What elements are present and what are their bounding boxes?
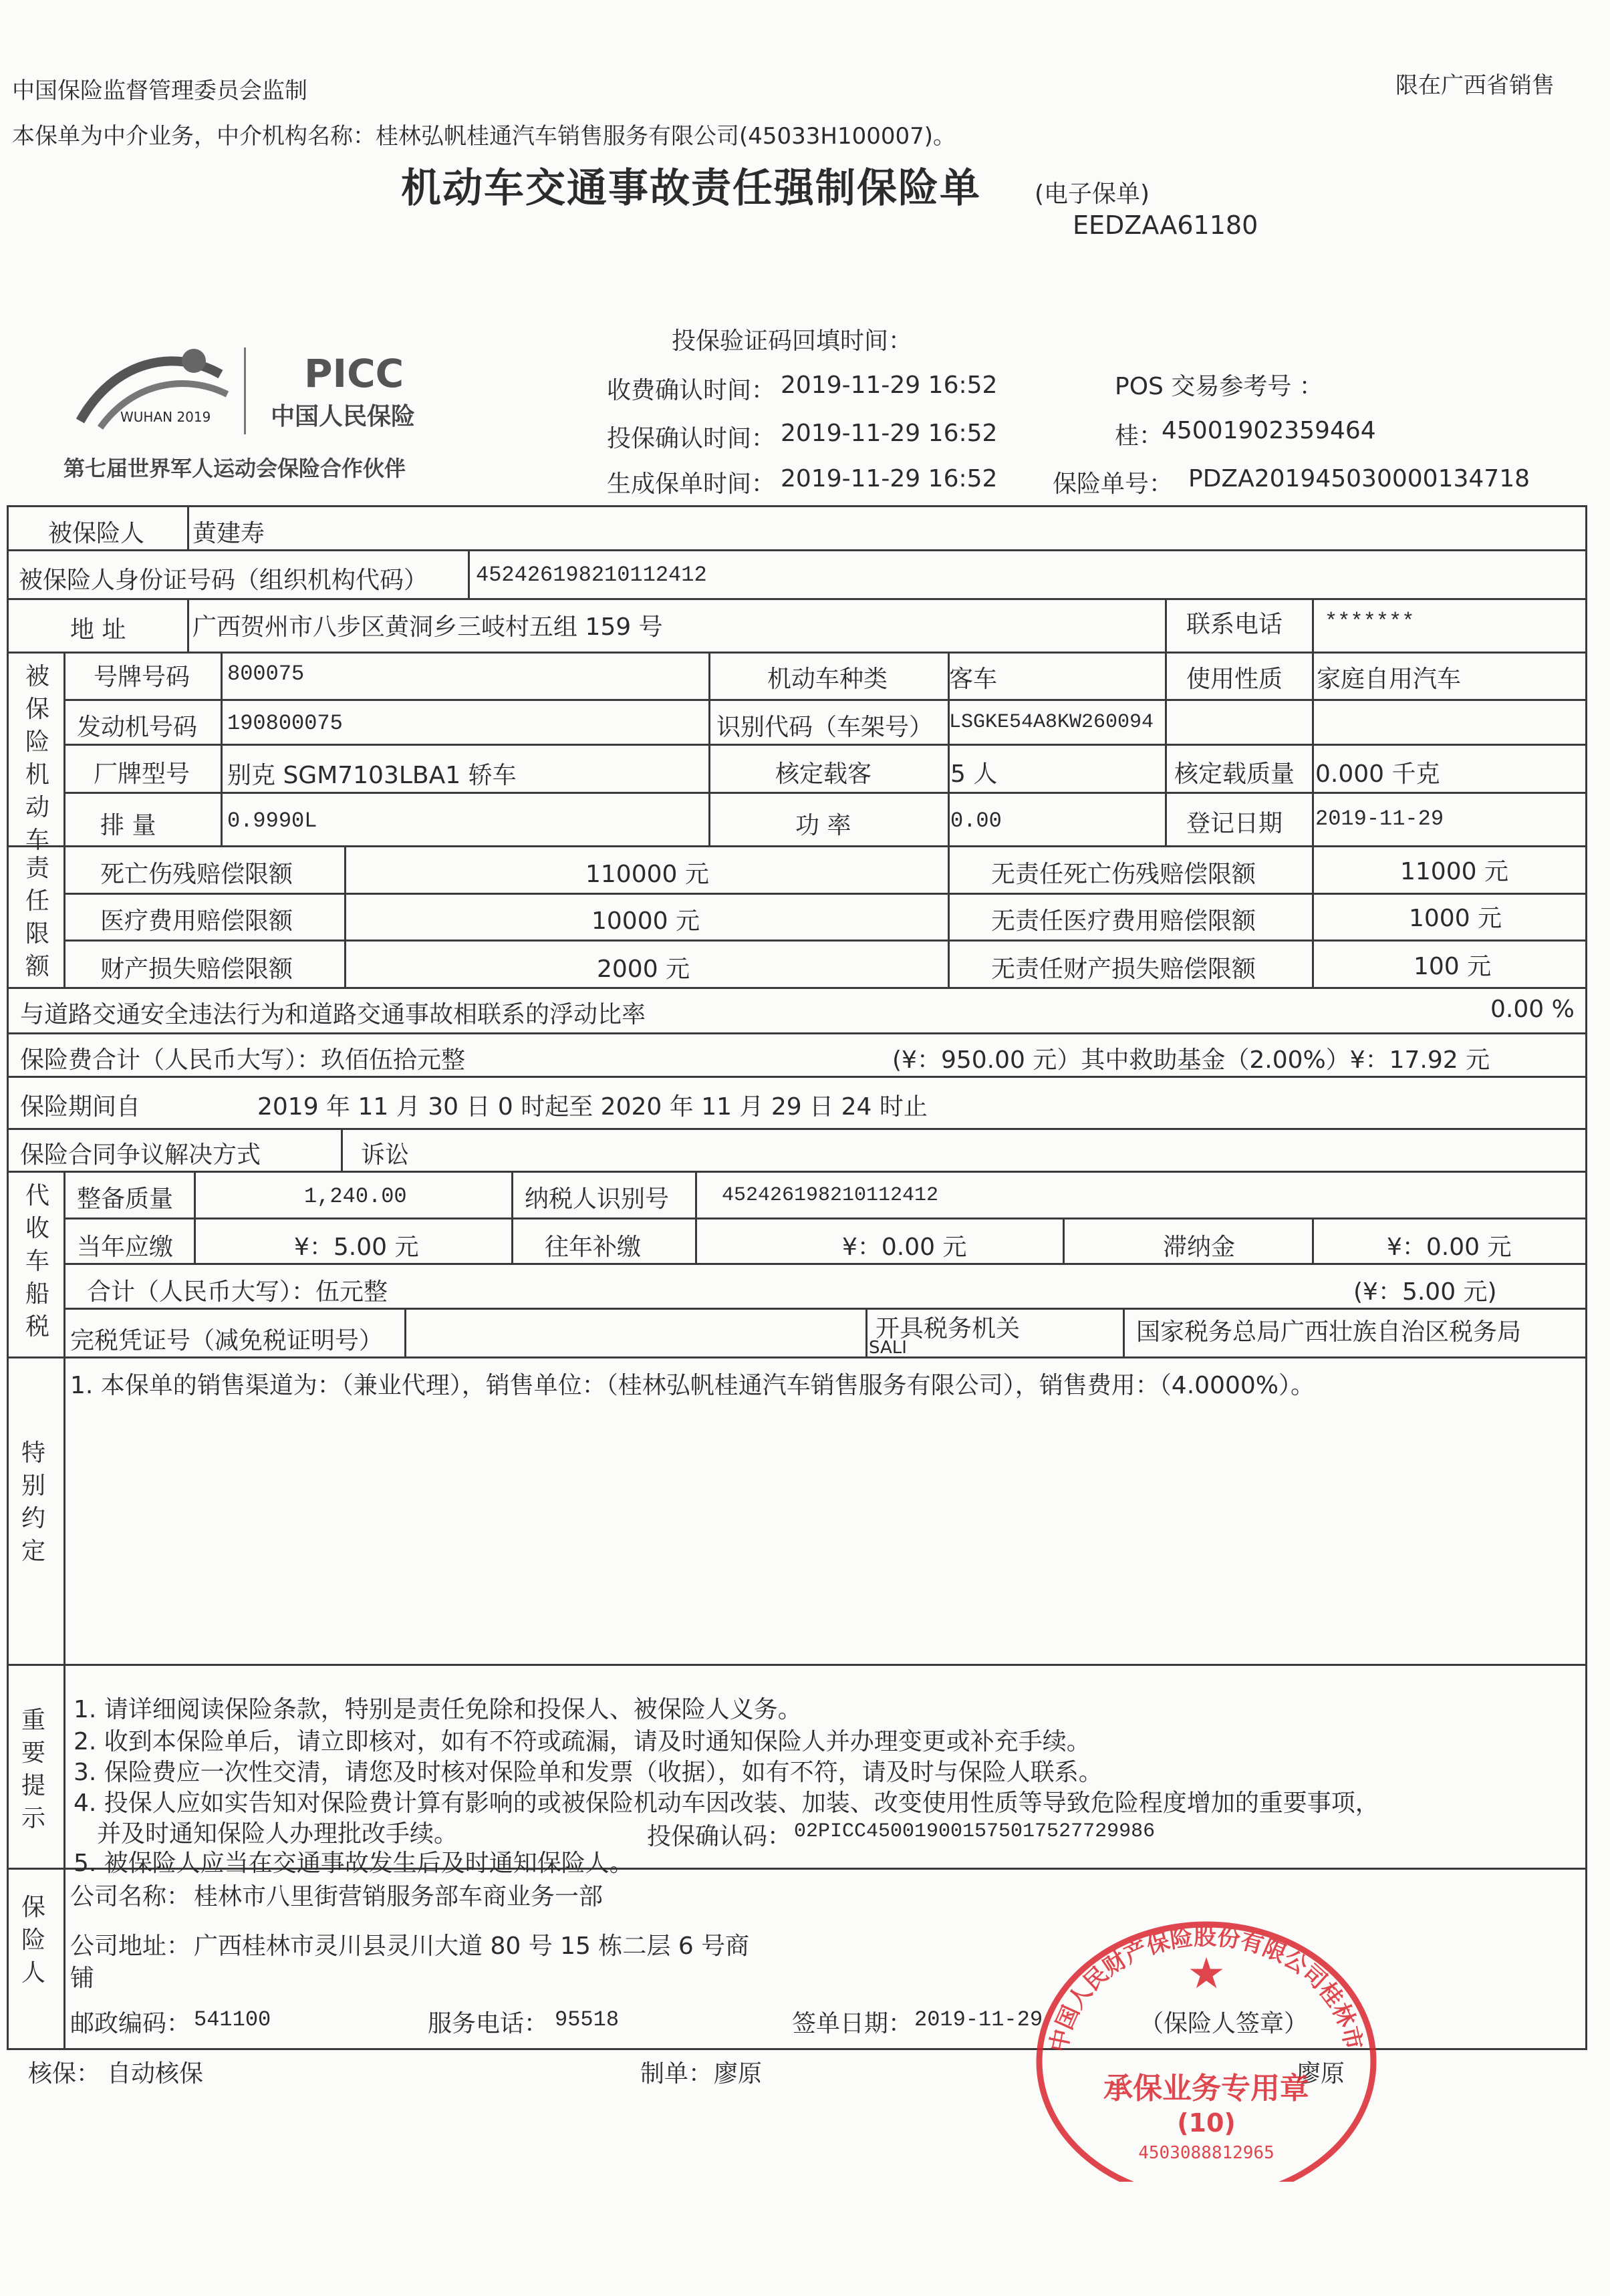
liability-row-label: 死亡伤残赔偿限额 (100, 861, 293, 888)
apply-time-value: 2019-11-29 16:52 (781, 420, 998, 447)
maker-value: 廖原 (714, 2060, 763, 2088)
liability-nf-value: 100 元 (1414, 953, 1492, 980)
stamp-ring-text: 中国人民财产保险股份有限公司桂林市 (1045, 1923, 1367, 2055)
liability-nf-value: 1000 元 (1409, 905, 1502, 932)
displacement-label: 排 量 (100, 812, 156, 839)
tax-total-label: 合计（人民币大写）：伍元整 (87, 1278, 388, 1306)
tax-total-value: (¥：5.00 元) (1353, 1278, 1497, 1306)
payment-time-label: 收费确认时间： (607, 377, 776, 404)
special-section-label: 特别约定 (21, 1439, 45, 1565)
service-tel-label: 服务电话： (428, 2010, 549, 2037)
stamp-number: (10) (1177, 2108, 1236, 2138)
seal-label: （保险人签章） (1139, 2010, 1309, 2037)
policy-number-label: 保险单号： (1053, 470, 1174, 498)
liability-nf-label: 无责任医疗费用赔偿限额 (991, 907, 1256, 935)
use-value: 家庭自用汽车 (1317, 666, 1462, 693)
liability-nf-label: 无责任死亡伤残赔偿限额 (991, 861, 1256, 888)
taxpayer-id-label: 纳税人识别号 (525, 1185, 670, 1213)
company-name-value: 桂林市八里街营销服务部车商业务一部 (194, 1883, 603, 1910)
seats-value: 5 人 (950, 760, 998, 788)
star-icon: ★ (1187, 1949, 1226, 1999)
gui-label: 桂： (1115, 422, 1164, 450)
period-value: 2019 年 11 月 30 日 0 时起至 2020 年 11 月 29 日 24 时止 (257, 1093, 928, 1121)
confirm-code-value: 02PICC450019001575017527729986 (794, 1820, 1156, 1843)
vin-label: 识别代码（车架号） (716, 714, 934, 741)
tax-section-label: 代收车船税 (25, 1182, 49, 1340)
wuhan-event-text: WUHAN 2019 (120, 409, 211, 425)
service-tel-value: 95518 (555, 2007, 620, 2032)
apply-time-label: 投保确认时间： (607, 425, 776, 452)
zip-value: 541100 (194, 2007, 271, 2032)
address-value: 广西贺州市八步区黄洞乡三岐村五组 159 号 (192, 613, 663, 641)
company-address-value-2: 铺 (70, 1965, 95, 1992)
supervisor-text: 中国保险监督管理委员会监制 (12, 78, 307, 104)
vehicle-type-label: 机动车种类 (767, 666, 888, 693)
power-value: 0.00 (950, 809, 1002, 833)
tax-office-label: 开具税务机关 (876, 1315, 1021, 1342)
policy-number-value: PDZA201945030000134718 (1188, 465, 1530, 492)
region-text: 限在广西省销售 (1395, 72, 1555, 99)
current-year-label: 当年应缴 (77, 1234, 174, 1261)
picc-brand: PICC (304, 351, 404, 396)
verify-time-label: 投保验证码回填时间： (672, 327, 913, 355)
seats-label: 核定载客 (775, 760, 872, 788)
curb-weight-label: 整备质量 (77, 1185, 174, 1213)
company-address-label: 公司地址： (70, 1932, 191, 1960)
curb-weight-value: 1,240.00 (304, 1184, 407, 1209)
engine-value: 190800075 (227, 711, 343, 736)
underwriting-label: 核保： (28, 2060, 101, 2088)
sign-date-label: 签单日期： (792, 2010, 913, 2037)
late-fee-label: 滞纳金 (1163, 1234, 1236, 1261)
plate-label: 号牌号码 (94, 664, 190, 691)
prior-year-value: ¥：0.00 元 (842, 1234, 967, 1261)
notice-item: 5. 被保险人应当在交通事故发生后及时通知保险人。 (74, 1850, 634, 1877)
premium-label: 保险费合计（人民币大写）：玖佰伍拾元整 (20, 1046, 466, 1074)
load-value: 0.000 千克 (1315, 760, 1440, 788)
insured-id-label: 被保险人身份证号码（组织机构代码） (19, 567, 428, 594)
floating-rate-value: 0.00 % (1490, 996, 1575, 1023)
sign-date-value: 2019-11-29 (914, 2007, 1043, 2032)
late-fee-value: ¥：0.00 元 (1387, 1234, 1512, 1261)
pos-label: POS 交易参考号 ： (1115, 373, 1323, 400)
liability-row-value: 2000 元 (597, 956, 690, 983)
company-seal-stamp (1026, 1908, 1387, 2182)
displacement-value: 0.9990L (227, 809, 317, 833)
notice-item: 2. 收到本保险单后，请立即核对，如有不符或疏漏，请及时通知保险人并办理变更或补充手续。 (74, 1728, 1091, 1755)
engine-label: 发动机号码 (77, 714, 198, 741)
notice-item: 4. 投保人应如实告知对保险费计算有影响的或被保险机动车因改装、加装、改变使用性质等导致危险程度增加的重要事项， (74, 1789, 1379, 1817)
model-label: 厂牌型号 (94, 760, 190, 788)
company-name-label: 公司名称： (70, 1883, 191, 1910)
liability-section-label: 责任限额 (25, 855, 49, 980)
register-date-label: 登记日期 (1186, 810, 1283, 837)
insurer-section-label: 保险人 (21, 1894, 45, 1987)
prior-year-label: 往年补缴 (545, 1234, 642, 1261)
register-date-value: 2019-11-29 (1315, 807, 1444, 831)
notice-item: 3. 保险费应一次性交清，请您及时核对保险单和发票（收据），如有不符，请及时与保险人联系。 (74, 1759, 1103, 1786)
power-label: 功 率 (795, 812, 851, 839)
stamp-code: 4503088812965 (1138, 2143, 1274, 2163)
plate-value: 800075 (227, 662, 305, 686)
payment-time-value: 2019-11-29 16:52 (781, 372, 998, 399)
notice-section-label: 重要提示 (21, 1707, 45, 1832)
vehicle-section-label: 被保险机动车 (25, 663, 49, 854)
liability-row-label: 医疗费用赔偿限额 (100, 907, 293, 935)
insured-name-label: 被保险人 (48, 520, 145, 547)
vehicle-type-value: 客车 (949, 666, 998, 693)
handler-value: 廖原 (1297, 2060, 1345, 2088)
dispute-value: 诉讼 (361, 1141, 410, 1169)
liability-row-value: 10000 元 (591, 907, 700, 935)
tax-cert-label: 完税凭证号（减免税证明号） (70, 1327, 384, 1354)
special-agreement-text: 1. 本保单的销售渠道为：（兼业代理），销售单位：（桂林弘帆桂通汽车销售服务有限公司），销售费用：（4.0000%）。 (70, 1372, 1315, 1399)
load-label: 核定载质量 (1174, 760, 1295, 788)
address-label: 地 址 (70, 616, 126, 643)
underwriting-value: 自动核保 (107, 2060, 204, 2088)
floating-rate-label: 与道路交通安全违法行为和道路交通事故相联系的浮动比率 (20, 1001, 646, 1028)
notice-item: 1. 请详细阅读保险条款，特别是责任免除和投保人、被保险人义务。 (74, 1696, 802, 1723)
liability-row-value: 110000 元 (585, 861, 709, 888)
premium-value: (¥：950.00 元）其中救助基金（2.00%）¥：17.92 元 (892, 1046, 1490, 1074)
stamp-center-text: 承保业务专用章 (1103, 2071, 1309, 2106)
phone-value: ******* (1325, 609, 1415, 634)
notice-item: 并及时通知保险人办理批改手续。 (97, 1820, 458, 1848)
period-label: 保险期间自 (20, 1093, 141, 1121)
agency-notice: 本保单为中介业务，中介机构名称：桂林弘帆桂通汽车销售服务有限公司(45033H100007)。 (12, 123, 956, 150)
company-address-value: 广西桂林市灵川县灵川大道 80 号 15 栋二层 6 号商 (194, 1932, 750, 1960)
vin-value: LSGKE54A8KW260094 (949, 711, 1154, 734)
tax-office-value: 国家税务总局广西壮族自治区税务局 (1136, 1318, 1522, 1346)
insured-name-value: 黄建寿 (192, 520, 265, 547)
use-label: 使用性质 (1186, 666, 1283, 693)
liability-row-label: 财产损失赔偿限额 (100, 956, 293, 983)
maker-label: 制单： (640, 2060, 713, 2088)
page-subtitle: (电子保单) (1035, 180, 1150, 208)
liability-nf-label: 无责任财产损失赔偿限额 (991, 956, 1256, 983)
partner-text: 第七届世界军人运动会保险合作伙伴 (63, 456, 406, 481)
current-year-value: ¥：5.00 元 (294, 1234, 419, 1261)
issue-time-value: 2019-11-29 16:52 (781, 465, 998, 492)
phone-label: 联系电话 (1186, 611, 1283, 638)
liability-nf-value: 11000 元 (1400, 858, 1508, 885)
gui-value: 45001902359464 (1162, 417, 1376, 444)
picc-cn-name: 中国人民保险 (271, 403, 416, 430)
dispute-label: 保险合同争议解决方式 (20, 1141, 261, 1169)
taxpayer-id-value: 452426198210112412 (722, 1184, 939, 1207)
document-code: EEDZAA61180 (1073, 210, 1258, 240)
page-title: 机动车交通事故责任强制保险单 (401, 165, 981, 212)
insured-id-value: 452426198210112412 (476, 563, 707, 587)
issue-time-label: 生成保单时间： (607, 470, 776, 498)
tax-office-code: SALI (869, 1338, 907, 1358)
model-value: 别克 SGM7103LBA1 轿车 (227, 762, 517, 789)
confirm-code-label: 投保确认码： (647, 1823, 792, 1850)
zip-label: 邮政编码： (70, 2010, 191, 2037)
